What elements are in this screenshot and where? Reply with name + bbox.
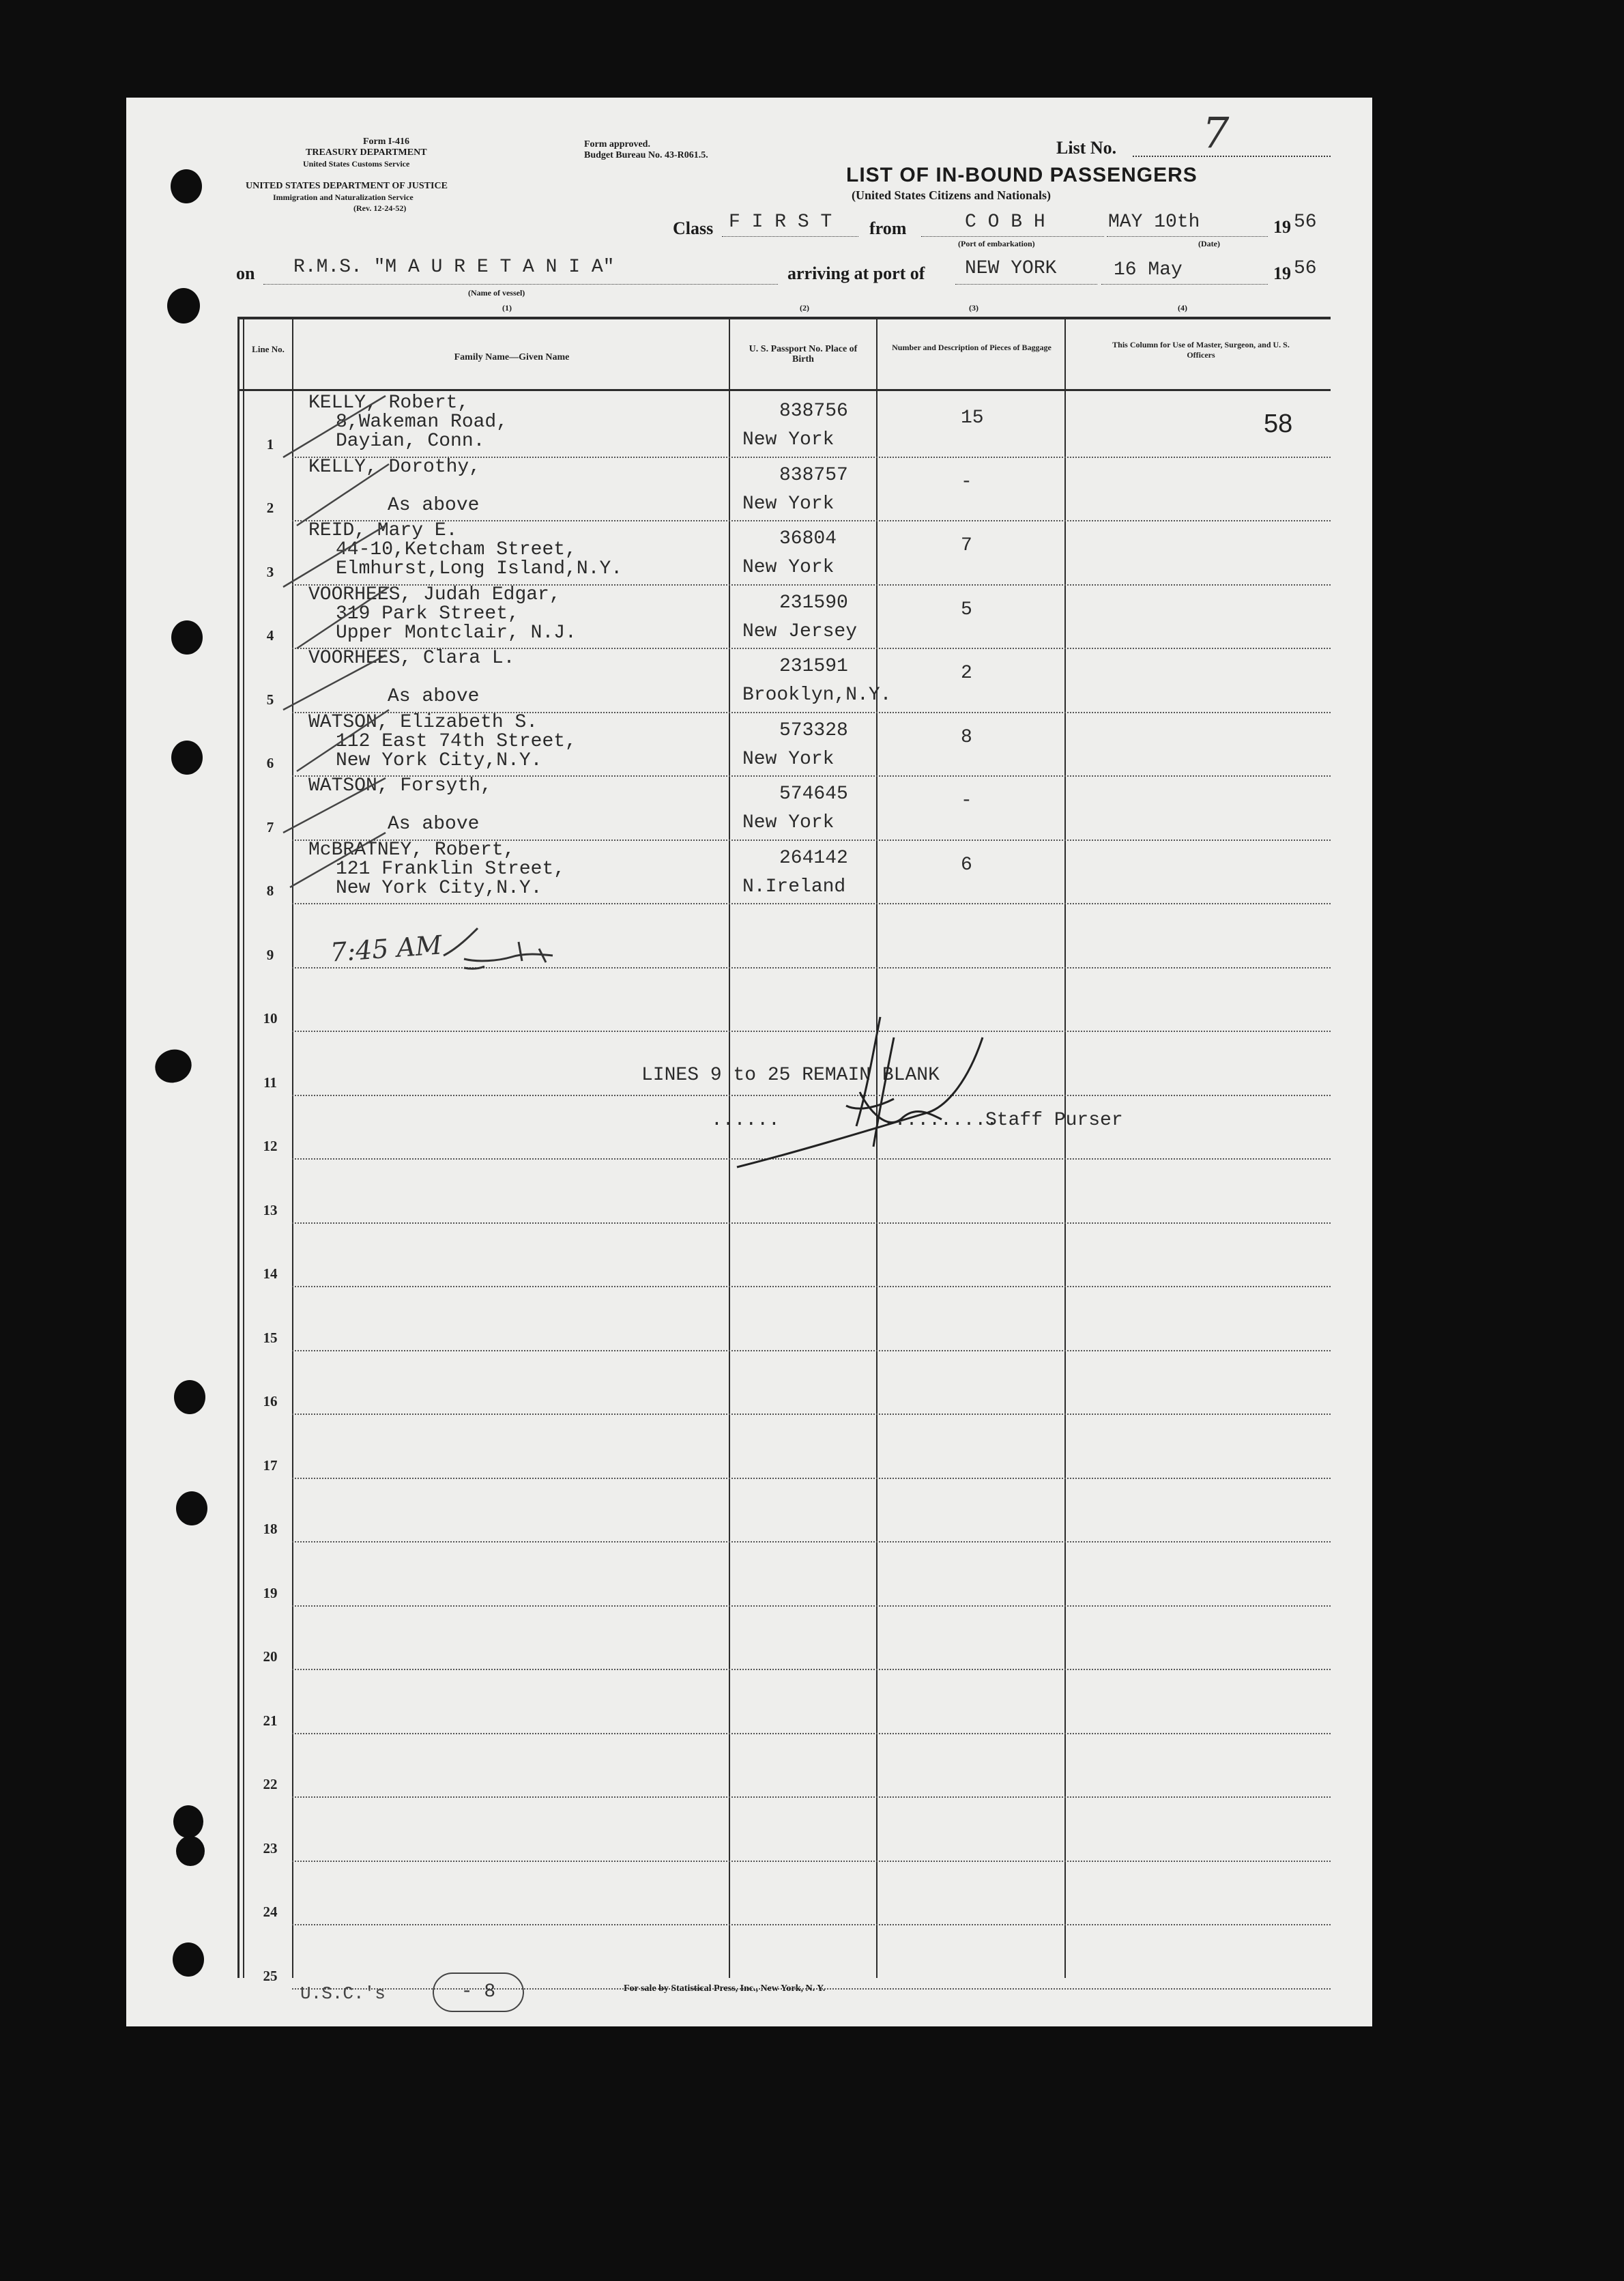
passenger-address-1: 112 East 74th Street, <box>336 731 577 752</box>
passenger-address-2: New York City,N.Y. <box>336 750 542 771</box>
column-number-4: (4) <box>1178 303 1187 313</box>
purser-signature <box>723 1010 996 1174</box>
list-no-underline <box>1133 156 1331 157</box>
passport-number: 36804 <box>779 528 837 549</box>
column-number-3: (3) <box>969 303 978 313</box>
revision-date: (Rev. 12-24-52) <box>353 203 407 213</box>
year-prefix: 19 <box>1273 217 1291 237</box>
form-approved: Form approved. <box>584 139 650 149</box>
printer-note: For sale by Statistical Press, Inc., New York, N. Y. <box>624 1983 826 1994</box>
baggage-count: 6 <box>961 855 972 876</box>
class-label: Class <box>673 218 714 238</box>
punch-hole <box>167 288 200 324</box>
punch-hole <box>173 1805 203 1838</box>
place-of-birth: N.Ireland <box>742 876 846 898</box>
line-number: 3 <box>266 564 274 580</box>
year-suffix: 56 <box>1294 212 1317 233</box>
line-number: 6 <box>266 755 274 771</box>
punch-hole <box>176 1836 205 1866</box>
purser-dots: ...... <box>711 1110 780 1131</box>
department-of-justice: UNITED STATES DEPARTMENT OF JUSTICE <box>246 181 448 191</box>
passenger-address-2: Elmhurst,Long Island,N.Y. <box>336 558 623 579</box>
row-rule <box>292 1669 1331 1670</box>
passenger-address-1: 44-10,Ketcham Street, <box>336 539 577 560</box>
arrival-port-underline <box>955 284 1097 285</box>
row-rule <box>292 1796 1331 1798</box>
place-of-birth: New York <box>742 429 835 450</box>
line-number: 23 <box>263 1840 278 1856</box>
date-caption: (Date) <box>1198 239 1220 248</box>
row-rule <box>292 1222 1331 1224</box>
passenger-address-2: As above <box>388 686 480 707</box>
page-title: LIST OF IN-BOUND PASSENGERS <box>846 164 1198 186</box>
row-rule <box>292 1924 1331 1925</box>
arrival-date: 16 May <box>1114 259 1183 281</box>
port-underline <box>921 236 1104 237</box>
place-of-birth: New York <box>742 557 835 578</box>
line-number: 2 <box>266 500 274 516</box>
passenger-address-2: New York City,N.Y. <box>336 878 542 899</box>
handwritten-time: 7:45 AM <box>329 930 444 968</box>
table-left-border <box>237 317 240 1978</box>
treasury-department: TREASURY DEPARTMENT <box>306 147 427 158</box>
customs-service: United States Customs Service <box>303 159 410 169</box>
ins-service: Immigration and Naturalization Service <box>273 192 414 202</box>
baggage-count: - <box>961 790 972 812</box>
line-number: 5 <box>266 691 274 708</box>
col-header-baggage: Number and Description of Pieces of Baggage <box>892 343 1052 352</box>
baggage-count: 7 <box>961 535 972 556</box>
row-rule <box>292 1350 1331 1351</box>
row-rule <box>292 1605 1331 1607</box>
line-number: 1 <box>266 436 274 453</box>
port-of-embarkation: C O B H <box>965 212 1045 233</box>
passenger-address-2: As above <box>388 495 480 516</box>
line-number: 24 <box>263 1904 278 1920</box>
line-number: 19 <box>263 1585 278 1601</box>
place-of-birth: Brooklyn,N.Y. <box>742 685 892 706</box>
passenger-address-2: As above <box>388 814 480 835</box>
passenger-name: WATSON, Forsyth, <box>308 775 492 797</box>
class-underline <box>722 236 858 237</box>
baggage-count: 5 <box>961 599 972 620</box>
baggage-count: 2 <box>961 663 972 684</box>
list-no-label: List No. <box>1056 138 1117 158</box>
column-number-1: (1) <box>502 303 512 313</box>
place-of-birth: New York <box>742 749 835 770</box>
row-rule <box>292 1478 1331 1479</box>
line-number: 25 <box>263 1968 278 1984</box>
date-underline <box>1107 236 1268 237</box>
passport-number: 264142 <box>779 848 848 869</box>
passenger-name: WATSON, Elizabeth S. <box>308 712 538 733</box>
line-number: 22 <box>263 1776 278 1792</box>
line-number: 17 <box>263 1457 278 1474</box>
passenger-address-1: 319 Park Street, <box>336 603 519 625</box>
punch-hole <box>173 1942 204 1977</box>
row-rule <box>292 1414 1331 1415</box>
passenger-address-2: Dayian, Conn. <box>336 431 485 452</box>
officer-note: 58 <box>1264 410 1293 438</box>
on-label: on <box>236 263 255 283</box>
col-header-name: Family Name—Given Name <box>454 352 570 362</box>
column-number-2: (2) <box>800 303 809 313</box>
row-rule <box>292 1733 1331 1734</box>
col-header-line-no: Line No. <box>252 344 285 354</box>
passenger-address-2: Upper Montclair, N.J. <box>336 622 577 644</box>
passport-number: 838756 <box>779 401 848 422</box>
line-number: 20 <box>263 1648 278 1665</box>
tick-marks <box>270 382 406 928</box>
page-subtitle: (United States Citizens and Nationals) <box>852 188 1052 202</box>
usc-label: U.S.C.'s <box>300 1983 386 2004</box>
arrival-year-suffix: 56 <box>1294 258 1317 279</box>
line-number: 15 <box>263 1330 278 1346</box>
punch-hole <box>171 169 202 203</box>
list-no-value: 7 <box>1202 108 1230 158</box>
arriving-label: arriving at port of <box>787 263 925 283</box>
place-of-birth: New Jersey <box>742 621 858 642</box>
passenger-address-1: 8,Wakeman Road, <box>336 412 508 433</box>
line-number: 4 <box>266 627 274 644</box>
class-value: F I R S T <box>729 212 832 233</box>
table-top-border <box>237 317 1331 319</box>
col-header-officers: This Column for Use of Master, Surgeon, and U. S. Officers <box>1112 340 1290 360</box>
arrival-date-underline <box>1101 284 1268 285</box>
passenger-name: REID, Mary E. <box>308 520 458 541</box>
table-left-border-inner <box>243 317 244 1978</box>
col-header-passport: U. S. Passport No. Place of Birth <box>749 344 858 364</box>
line-number: 10 <box>263 1010 278 1027</box>
line-number: 13 <box>263 1202 278 1218</box>
row-rule <box>292 1286 1331 1287</box>
passport-number: 231590 <box>779 592 848 614</box>
punch-hole <box>176 1491 207 1525</box>
line-number: 18 <box>263 1521 278 1537</box>
passport-number: 573328 <box>779 720 848 741</box>
punch-hole <box>171 620 203 655</box>
punch-hole <box>171 741 203 775</box>
passenger-name: KELLY, Dorothy, <box>308 457 481 478</box>
arrival-port: NEW YORK <box>965 258 1057 279</box>
arrival-year-prefix: 19 <box>1273 263 1291 283</box>
row-rule <box>292 1541 1331 1543</box>
passenger-name: KELLY, Robert, <box>308 392 469 414</box>
passenger-name: VOORHEES, Clara L. <box>308 648 515 669</box>
punch-hole <box>174 1380 205 1414</box>
passport-number: 574645 <box>779 784 848 805</box>
passenger-name: McBRATNEY, Robert, <box>308 840 515 861</box>
budget-bureau: Budget Bureau No. 43-R061.5. <box>584 150 708 160</box>
passport-number: 231591 <box>779 656 848 677</box>
passport-number: 838757 <box>779 465 848 486</box>
passenger-address-1: 121 Franklin Street, <box>336 859 566 880</box>
vessel-underline <box>263 284 778 285</box>
vessel-caption: (Name of vessel) <box>468 288 525 298</box>
line-number: 7 <box>266 819 274 835</box>
form-number: Form I-416 <box>363 137 410 147</box>
usc-count: - 8 <box>433 1972 524 2012</box>
row-rule <box>292 1861 1331 1862</box>
line-number: 8 <box>266 883 274 899</box>
port-caption: (Port of embarkation) <box>958 239 1035 248</box>
place-of-birth: New York <box>742 493 835 515</box>
baggage-count: 8 <box>961 727 972 748</box>
line-number: 11 <box>263 1074 277 1091</box>
from-label: from <box>869 218 907 238</box>
line-number: 9 <box>266 947 274 963</box>
passenger-name: VOORHEES, Judah Edgar, <box>308 584 561 605</box>
purser-dots-2: .......... <box>883 1110 998 1131</box>
baggage-count: 15 <box>961 407 984 429</box>
vessel-name: R.M.S. "M A U R E T A N I A" <box>293 257 615 278</box>
column-divider-baggage <box>1064 317 1066 1978</box>
remain-blank-note: LINES 9 to 25 REMAIN BLANK <box>641 1065 940 1086</box>
baggage-count: - <box>961 472 972 493</box>
line-number: 21 <box>263 1712 278 1729</box>
embarkation-date: MAY 10th <box>1108 212 1200 233</box>
line-number: 16 <box>263 1393 278 1409</box>
line-number: 12 <box>263 1138 278 1154</box>
line-number: 14 <box>263 1265 278 1282</box>
place-of-birth: New York <box>742 812 835 833</box>
handwritten-initials <box>437 921 573 976</box>
purser-label: Staff Purser <box>985 1110 1123 1131</box>
row-rule <box>292 903 1331 904</box>
